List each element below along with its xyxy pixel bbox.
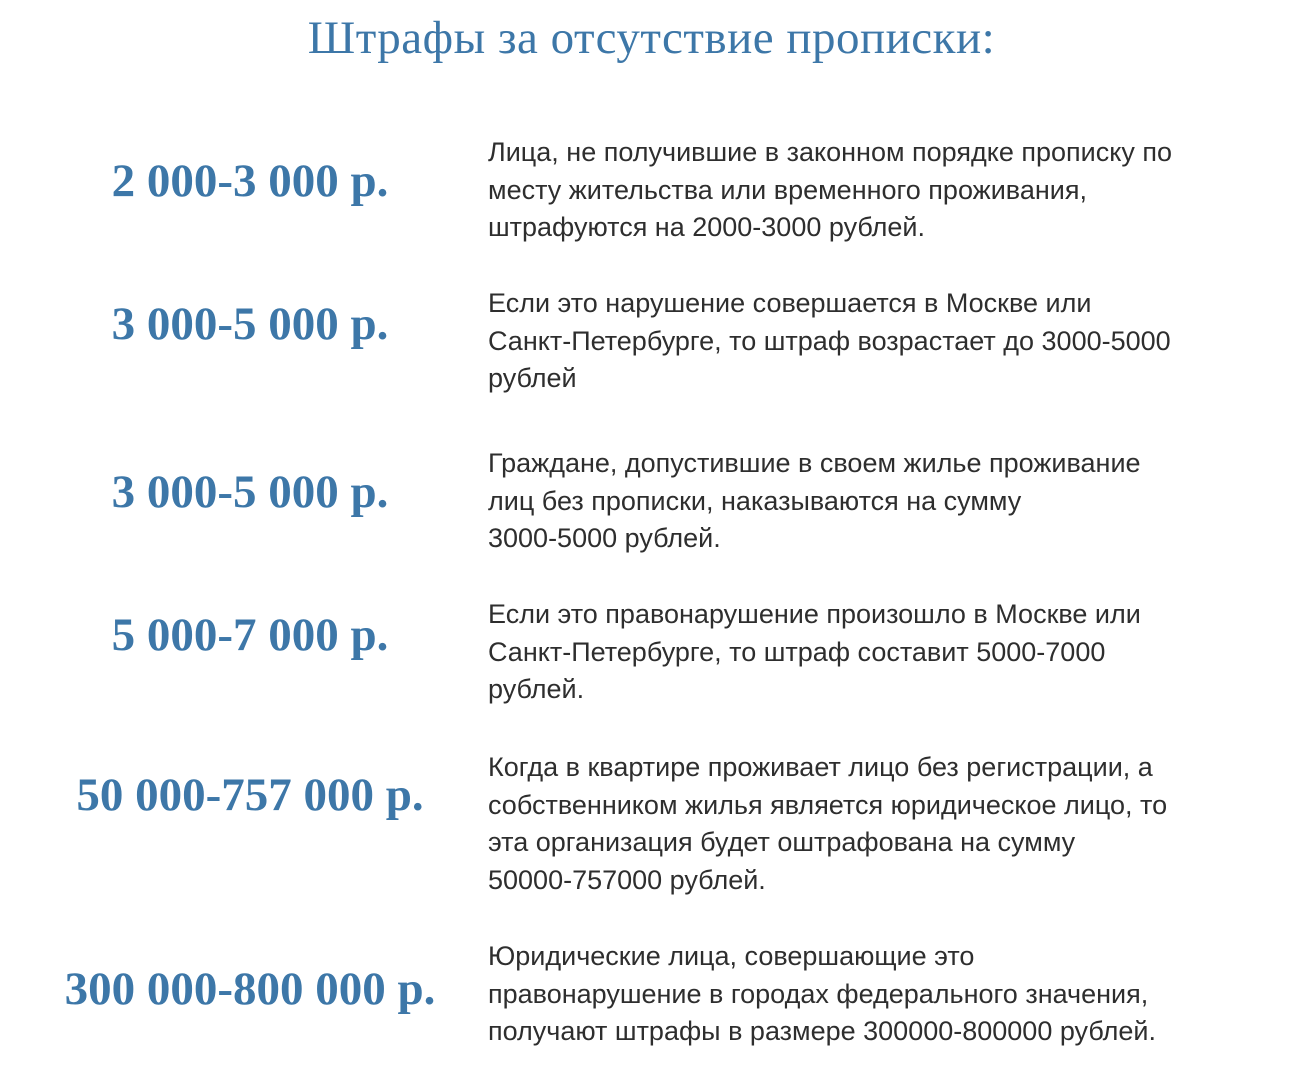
- fine-amount: 300 000-800 000 р.: [64, 963, 436, 1015]
- fine-amount: 5 000-7 000 р.: [111, 609, 389, 661]
- fine-description: Если это правонарушение произошло в Москве или Санкт-Петербурге, то штраф составит 5000-7000 рублей.: [488, 599, 1141, 704]
- fine-amount: 2 000-3 000 р.: [111, 155, 389, 207]
- fine-amount: 3 000-5 000 р.: [111, 466, 389, 518]
- fine-amount: 3 000-5 000 р.: [111, 298, 389, 350]
- fine-description: Когда в квартире проживает лицо без регистрации, а собственником жилья является юридическое лицо, то эта организация будет оштрафована на сумму 50000-757000 рублей.: [488, 752, 1168, 895]
- fine-amount: 50 000-757 000 р.: [76, 769, 424, 821]
- fine-description: Лица, не получившие в законном порядке прописку по месту жительства или временного проживания, штрафуются на 2000-3000 рублей.: [488, 137, 1173, 242]
- fine-description: Граждане, допустившие в своем жилье проживание лиц без прописки, наказываются на сумму 3000-5000 рублей.: [488, 448, 1141, 553]
- fine-description: Если это нарушение совершается в Москве или Санкт-Петербурге, то штраф возрастает до 3000-5000 рублей: [488, 288, 1171, 393]
- page-title: Штрафы за отсутствие прописки:: [307, 12, 996, 64]
- fine-description: Юридические лица, совершающие это правонарушение в городах федерального значения, получают штрафы в размере 300000-800000 рублей.: [488, 941, 1156, 1046]
